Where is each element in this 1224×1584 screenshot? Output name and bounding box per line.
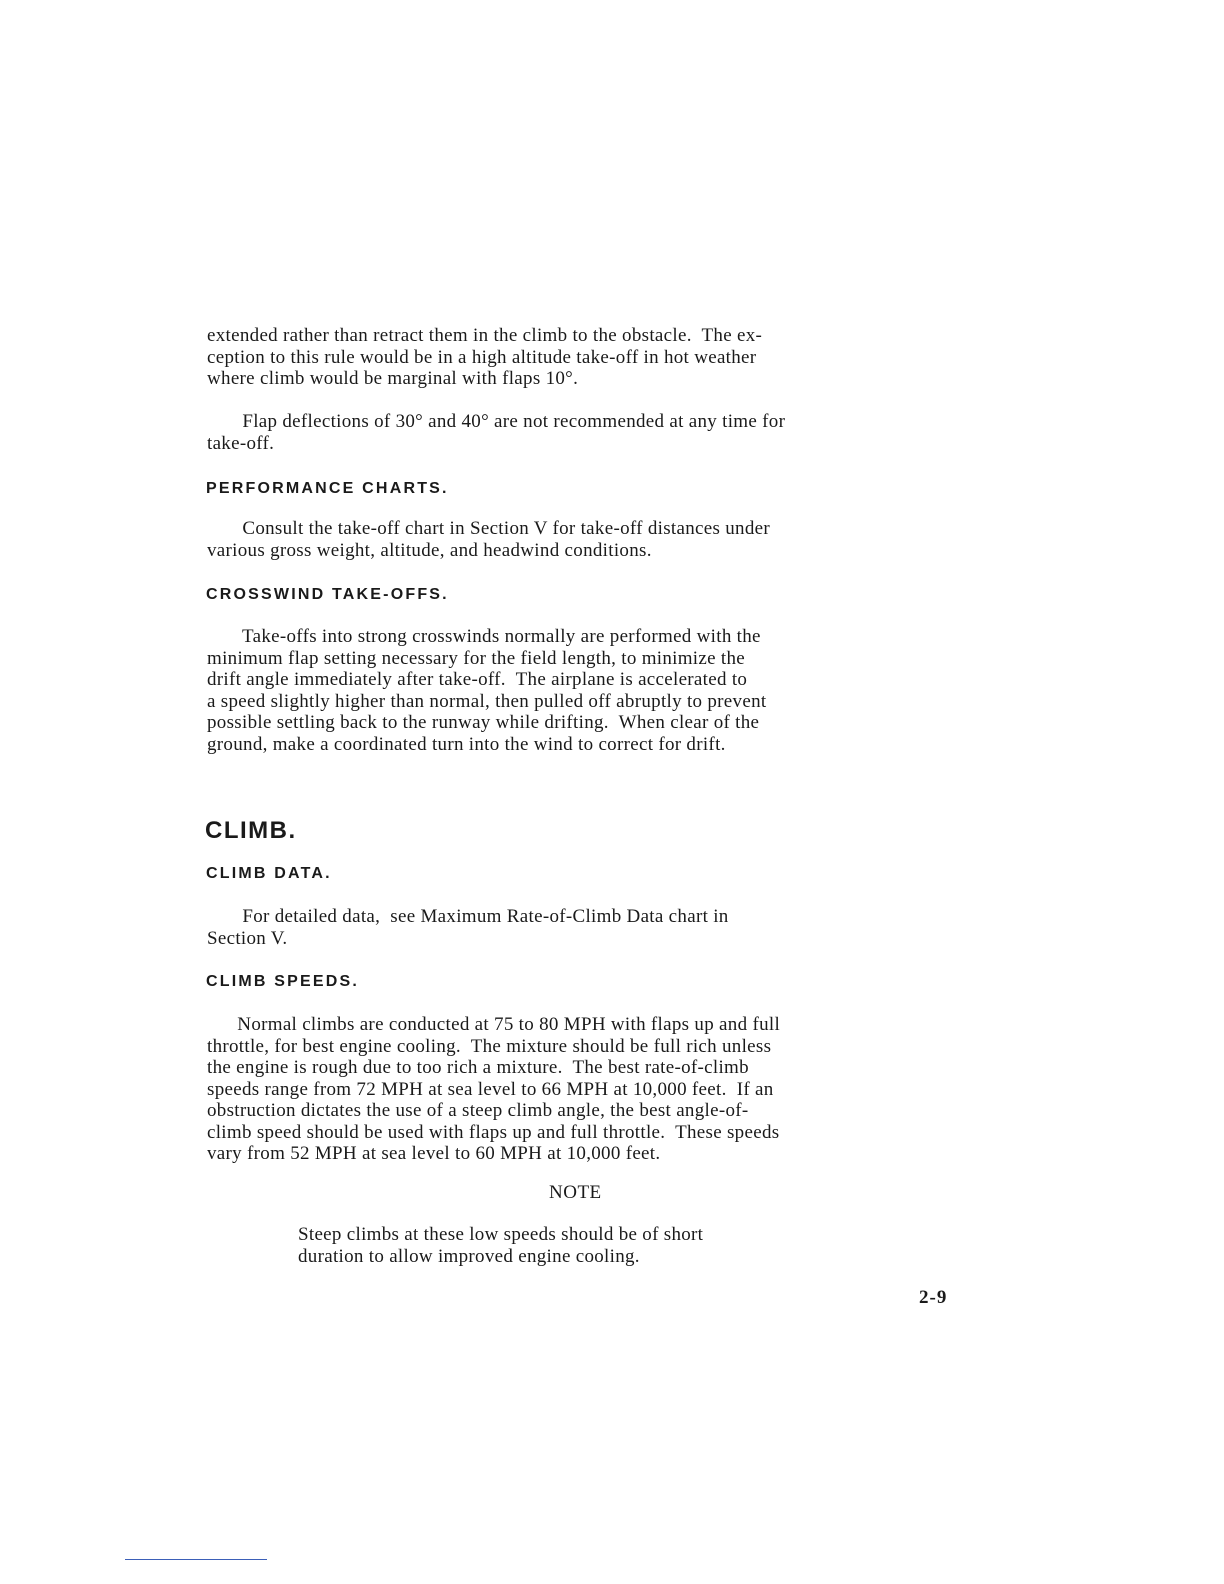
- paragraph-climb-data: For detailed data, see Maximum Rate-of-Climb Data chart in Section V.: [207, 906, 729, 949]
- heading-performance-charts: PERFORMANCE CHARTS.: [206, 480, 449, 497]
- note-title: NOTE: [549, 1182, 602, 1203]
- heading-crosswind-takeoffs: CROSSWIND TAKE-OFFS.: [206, 586, 449, 603]
- paragraph-crosswind-takeoffs: Take-offs into strong crosswinds normally are performed with the minimum flap setting necessary for the field length, to minimize the drift angle immediately after take-off. The airplane is accelerated to a speed slightly higher than normal, then pulled off abruptly to prevent possible settling back to the runway while drifting. When clear of the ground, make a coordinated turn into the wind to correct for drift.: [207, 626, 767, 755]
- paragraph-flap-deflections: Flap deflections of 30° and 40° are not recommended at any time for take-off.: [207, 411, 786, 454]
- paragraph-flaps-extended: extended rather than retract them in the climb to the obstacle. The ex- ception to this rule would be in a high altitude take-off in hot weather where climb would be marginal with flaps 10°.: [207, 325, 763, 389]
- heading-climb-speeds: CLIMB SPEEDS.: [206, 973, 360, 990]
- footer-rule: [125, 1559, 267, 1560]
- page-number: 2-9: [919, 1287, 948, 1308]
- paragraph-performance-charts: Consult the take-off chart in Section V for take-off distances under various gross weight, altitude, and headwind conditions.: [207, 518, 770, 561]
- paragraph-climb-speeds: Normal climbs are conducted at 75 to 80 MPH with flaps up and full throttle, for best engine cooling. The mixture should be full rich unless the engine is rough due to too rich a mixture. The best rate-of-climb speeds range from 72 MPH at sea level to 66 MPH at 10,000 feet. If an obstruction dictates the use of a steep climb angle, the best angle-of- climb speed should be used with flaps up and full throttle. These speeds vary from 52 MPH at sea level to 60 MPH at 10,000 feet.: [207, 1014, 781, 1164]
- heading-climb-data: CLIMB DATA.: [206, 865, 332, 882]
- note-text: Steep climbs at these low speeds should be of short duration to allow improved engine cooling.: [298, 1224, 704, 1267]
- heading-climb: CLIMB.: [205, 817, 297, 844]
